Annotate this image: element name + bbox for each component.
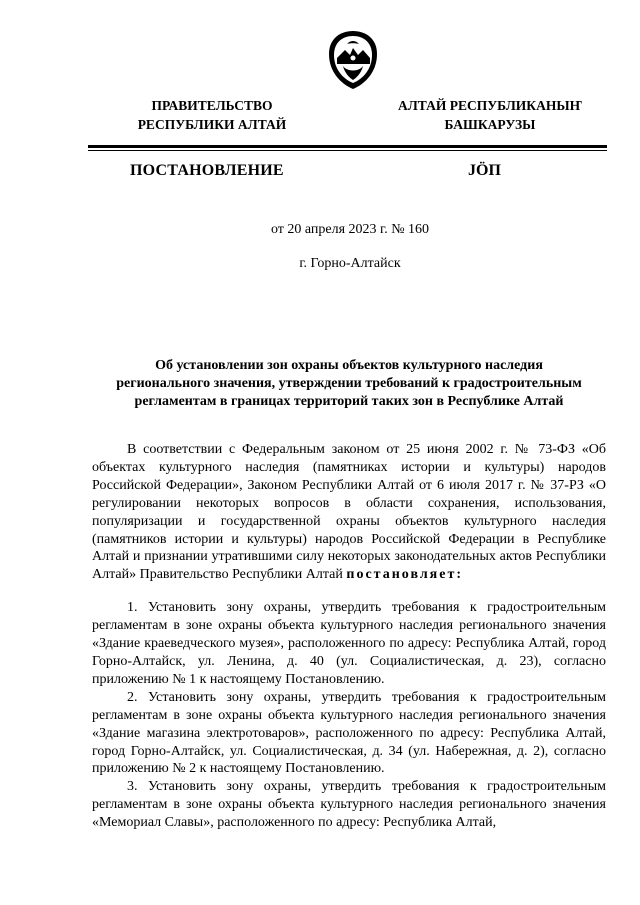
- subject-line3: регламентам в границах территорий таких зон в Республике Алтай: [134, 394, 564, 409]
- header-right: [378, 96, 602, 134]
- doc-type-left: ПОСТАНОВЛЕНИЕ: [130, 162, 284, 179]
- document-subject: [92, 357, 606, 411]
- header-divider-thick: [88, 145, 607, 148]
- header-left: [100, 96, 324, 134]
- header-right-line2: БАШКАРУЗЫ: [444, 117, 536, 132]
- preamble-text: В соответствии с Федеральным законом от 25 июня 2002 г. № 73-ФЗ «Об объектах культурного наследия (памятниках истории и культуры) народов Российской Федерации», Законом Республики Алтай от 6 июля 2017 г. № 37-РЗ «О регулировании некоторых вопросов в области сохранения, использования, популяризации и государственной охраны объектов культурного наследия (памятников истории и культуры) народов Российской Федерации в Республике Алтай и признании утратившими силу некоторых законодательных актов Республики Алтай» Правительство Республики Алтай: [92, 442, 606, 583]
- doc-type-right: JӦП: [468, 162, 501, 179]
- header-left-line2: РЕСПУБЛИКИ АЛТАЙ: [137, 117, 287, 132]
- header-divider-thin: [88, 150, 607, 151]
- header-right-line1: АЛТАЙ РЕСПУБЛИКАНЫҤ: [397, 98, 583, 113]
- list-item: 1. Установить зону охраны, утвердить требования к градостроительным регламентам в зоне охраны объекта культурного наследия регионального значения «Здание краеведческого музея», расположенного по адресу: Республика Алтай, город Горно-Алтайск, ул. Ленина, д. 40 (ул. Социалистическая, д. 23), согласно приложению № 1 к настоящему Постановлению.: [92, 600, 606, 687]
- list-item: 3. Установить зону охраны, утвердить требования к градостроительным регламентам в зоне охраны объекта культурного наследия регионального значения «Мемориал Славы», расположенного по адресу: Республика Алтай,: [92, 779, 606, 831]
- decision-word: постановляет:: [346, 567, 464, 583]
- preamble-paragraph: [92, 441, 606, 584]
- document-body: [92, 441, 606, 832]
- subject-line1: Об установлении зон охраны объектов культурного наследия: [155, 358, 543, 373]
- date-line: от 20 апреля 2023 г. № 160: [270, 222, 430, 237]
- coat-of-arms-emblem-icon: [325, 28, 381, 92]
- header-left-line1: ПРАВИТЕЛЬСТВО: [151, 98, 273, 113]
- list-item: 2. Установить зону охраны, утвердить требования к градостроительным регламентам в зоне охраны объекта культурного наследия регионального значения «Здание магазина электротоваров», расположенного по адресу: Республика Алтай, город Горно-Алтайск, ул. Социалистическая, д. 34 (ул. Набережная, д. 2), согласно приложению № 2 к настоящему Постановлению.: [92, 689, 606, 777]
- city-line: г. Горно-Алтайск: [299, 256, 401, 271]
- subject-line2: регионального значения, утверждении требований к градостроительным: [116, 376, 582, 391]
